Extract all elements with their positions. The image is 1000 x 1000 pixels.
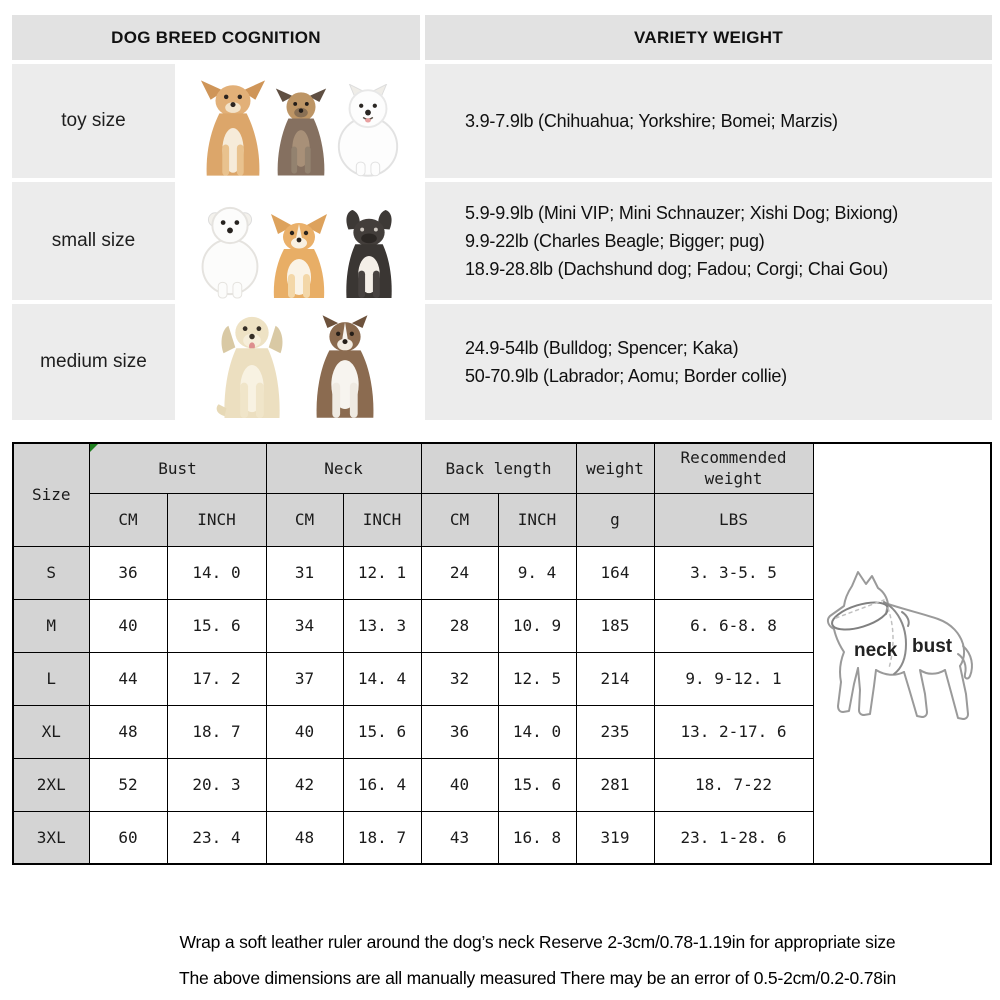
cell-bust-inch: 14. 0 xyxy=(167,546,266,599)
sub-header-neck-cm: CM xyxy=(266,493,343,546)
bust-label: bust xyxy=(911,635,952,657)
cell-neck-inch: 12. 1 xyxy=(343,546,421,599)
pomeranian-icon xyxy=(333,84,403,178)
dog-photo-group xyxy=(175,182,425,304)
weight-line: 9.9-22lb (Charles Beagle; Bigger; pug) xyxy=(465,231,765,251)
cell-neck-cm: 42 xyxy=(266,758,343,811)
cell-bust-cm: 60 xyxy=(89,811,167,864)
weight-description xyxy=(425,182,992,300)
size-cell: S xyxy=(13,546,89,599)
cell-back-inch: 15. 6 xyxy=(498,758,576,811)
cell-neck-inch: 14. 4 xyxy=(343,652,421,705)
dog-photo-group xyxy=(175,304,425,424)
cell-back-inch: 10. 9 xyxy=(498,599,576,652)
breed-row-label: small size xyxy=(12,182,175,300)
dog-photo-group xyxy=(175,64,425,182)
cell-weight-g: 185 xyxy=(576,599,654,652)
cell-back-inch: 16. 8 xyxy=(498,811,576,864)
border-collie-icon xyxy=(304,314,386,420)
bichon-frise-icon xyxy=(198,202,262,300)
breed-header-right: VARIETY WEIGHT xyxy=(425,15,992,60)
cell-bust-inch: 20. 3 xyxy=(167,758,266,811)
size-chart-table xyxy=(12,442,992,865)
size-cell: 3XL xyxy=(13,811,89,864)
footer-note-tolerance: The above dimensions are all manually measured There may be an error of 0.5-2cm/0.2-0.78in xyxy=(178,968,897,988)
col-header-recommended-weight: Recommended weight xyxy=(654,443,813,493)
cell-bust-inch: 23. 4 xyxy=(167,811,266,864)
size-cell: 2XL xyxy=(13,758,89,811)
sub-header-bust-cm: CM xyxy=(89,493,167,546)
cell-weight-g: 281 xyxy=(576,758,654,811)
cell-bust-cm: 52 xyxy=(89,758,167,811)
cell-back-inch: 9. 4 xyxy=(498,546,576,599)
cell-back-cm: 32 xyxy=(421,652,498,705)
cell-back-cm: 36 xyxy=(421,705,498,758)
cell-bust-cm: 44 xyxy=(89,652,167,705)
cell-back-cm: 24 xyxy=(421,546,498,599)
cell-recommended-lbs: 18. 7-22 xyxy=(654,758,813,811)
cell-weight-g: 214 xyxy=(576,652,654,705)
size-cell: XL xyxy=(13,705,89,758)
sub-header-lbs: LBS xyxy=(654,493,813,546)
cell-weight-g: 319 xyxy=(576,811,654,864)
cell-recommended-lbs: 6. 6-8. 8 xyxy=(654,599,813,652)
cell-weight-g: 164 xyxy=(576,546,654,599)
cell-back-inch: 14. 0 xyxy=(498,705,576,758)
french-bulldog-icon xyxy=(336,208,402,300)
sub-header-neck-inch: INCH xyxy=(343,493,421,546)
cell-bust-cm: 48 xyxy=(89,705,167,758)
cell-back-cm: 40 xyxy=(421,758,498,811)
size-cell: M xyxy=(13,599,89,652)
col-header-bust: Bust xyxy=(89,443,266,493)
breed-row-label: medium size xyxy=(12,304,175,420)
cell-bust-inch: 17. 2 xyxy=(167,652,266,705)
col-header-size: Size xyxy=(13,443,89,546)
sub-header-bust-inch: INCH xyxy=(167,493,266,546)
cell-bust-cm: 40 xyxy=(89,599,167,652)
cell-neck-inch: 18. 7 xyxy=(343,811,421,864)
dog-measurement-diagram xyxy=(814,554,990,754)
neck-label: neck xyxy=(853,639,898,661)
sub-header-back-inch: INCH xyxy=(498,493,576,546)
cell-back-cm: 43 xyxy=(421,811,498,864)
chihuahua-icon xyxy=(197,78,269,178)
cell-back-cm: 28 xyxy=(421,599,498,652)
cell-back-inch: 12. 5 xyxy=(498,652,576,705)
weight-line: 50-70.9lb (Labrador; Aomu; Border collie) xyxy=(465,366,787,386)
cell-bust-cm: 36 xyxy=(89,546,167,599)
weight-line: 3.9-7.9lb (Chihuahua; Yorkshire; Bomei; Marzis) xyxy=(465,111,838,131)
sub-header-back-cm: CM xyxy=(421,493,498,546)
cell-bust-inch: 18. 7 xyxy=(167,705,266,758)
weight-line: 24.9-54lb (Bulldog; Spencer; Kaka) xyxy=(465,338,739,358)
spreadsheet-corner-marker xyxy=(90,444,98,452)
cell-neck-cm: 31 xyxy=(266,546,343,599)
breed-row-label: toy size xyxy=(12,64,175,178)
col-header-back-length: Back length xyxy=(421,443,576,493)
measurement-diagram-cell xyxy=(813,443,991,864)
cell-weight-g: 235 xyxy=(576,705,654,758)
cell-neck-inch: 15. 6 xyxy=(343,705,421,758)
footer-note-measurement: Wrap a soft leather ruler around the dog’s neck Reserve 2-3cm/0.78-1.19in for appropriate size xyxy=(179,932,896,952)
cell-neck-cm: 34 xyxy=(266,599,343,652)
col-header-neck: Neck xyxy=(266,443,421,493)
col-header-weight: weight xyxy=(576,443,654,493)
labrador-icon xyxy=(214,310,290,420)
weight-line: 5.9-9.9lb (Mini VIP; Mini Schnauzer; Xishi Dog; Bixiong) xyxy=(465,203,898,223)
cell-recommended-lbs: 3. 3-5. 5 xyxy=(654,546,813,599)
cell-neck-cm: 37 xyxy=(266,652,343,705)
weight-description xyxy=(425,304,992,420)
cell-bust-inch: 15. 6 xyxy=(167,599,266,652)
cell-neck-inch: 13. 3 xyxy=(343,599,421,652)
size-cell: L xyxy=(13,652,89,705)
sub-header-weight-g: g xyxy=(576,493,654,546)
cell-neck-cm: 48 xyxy=(266,811,343,864)
yorkshire-terrier-icon xyxy=(271,86,331,178)
cell-recommended-lbs: 13. 2-17. 6 xyxy=(654,705,813,758)
breed-header-left: DOG BREED COGNITION xyxy=(12,15,420,60)
cell-recommended-lbs: 23. 1-28. 6 xyxy=(654,811,813,864)
cell-neck-inch: 16. 4 xyxy=(343,758,421,811)
corgi-icon xyxy=(264,212,334,300)
weight-description xyxy=(425,64,992,178)
weight-line: 18.9-28.8lb (Dachshund dog; Fadou; Corgi; Chai Gou) xyxy=(465,259,889,279)
cell-recommended-lbs: 9. 9-12. 1 xyxy=(654,652,813,705)
cell-neck-cm: 40 xyxy=(266,705,343,758)
